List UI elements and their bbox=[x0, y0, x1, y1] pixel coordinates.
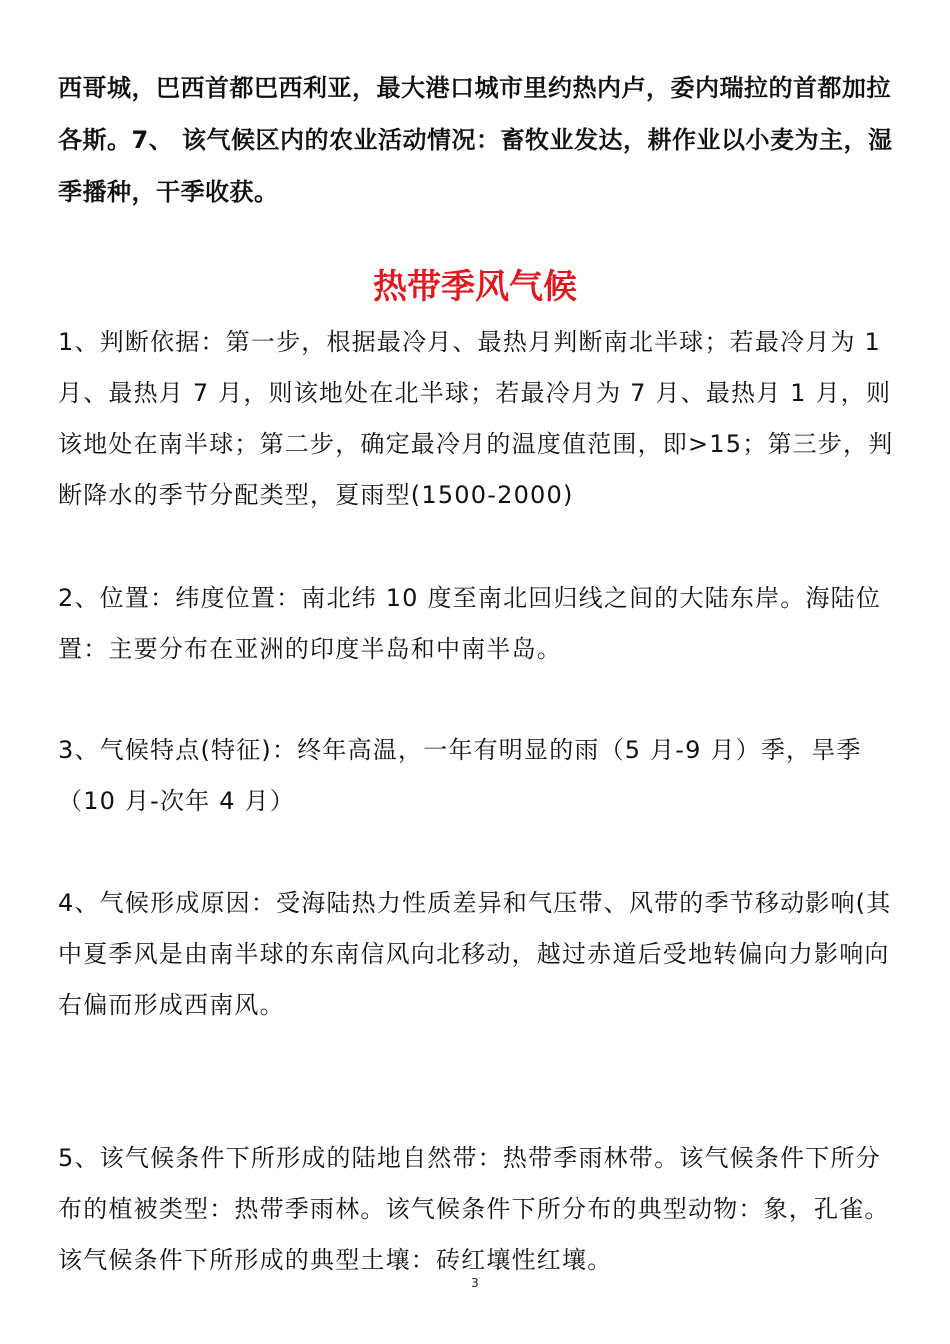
intro-paragraph: 西哥城，巴西首都巴西利亚，最大港口城市里约热内卢，委内瑞拉的首都加拉各斯。7、 该气候区内的农业活动情况：畜牧业发达，耕作业以小麦为主，湿季播种，干季收获。 bbox=[58, 74, 893, 206]
paragraph-formation-causes: 4、气候形成原因：受海陆热力性质差异和气压带、风带的季节移动影响(其中夏季风是由南半球的东南信风向北移动，越过赤道后受地转偏向力影响向右偏而形成西南风。 bbox=[58, 889, 892, 1019]
paragraph-location: 2、位置：纬度位置：南北纬 10 度至南北回归线之间的大陆东岸。海陆位置：主要分布在亚洲的印度半岛和中南半岛。 bbox=[58, 584, 882, 663]
paragraph-natural-zone: 5、该气候条件下所形成的陆地自然带：热带季雨林带。该气候条件下所分布的植被类型：热带季雨林。该气候条件下所分布的典型动物：象，孔雀。该气候条件下所形成的典型土壤：砖红壤性红壤。 bbox=[58, 1144, 890, 1274]
page-number: 3 bbox=[471, 1276, 479, 1290]
paragraph-judgment-basis: 1、判断依据：第一步，根据最冷月、最热月判断南北半球；若最冷月为 1 月、最热月 7 月，则该地处在北半球；若最冷月为 7 月、最热月 1 月，则该地处在南半球；第二步，确定最冷月的温度值范围，即>15；第三步，判断降水的季节分配类型，夏雨型(1500-2000) bbox=[58, 328, 894, 509]
paragraph-climate-features: 3、气候特点(特征)：终年高温，一年有明显的雨（5 月-9 月）季，旱季（10 月-次年 4 月） bbox=[58, 736, 862, 815]
section-title: 热带季风气候 bbox=[373, 267, 577, 307]
